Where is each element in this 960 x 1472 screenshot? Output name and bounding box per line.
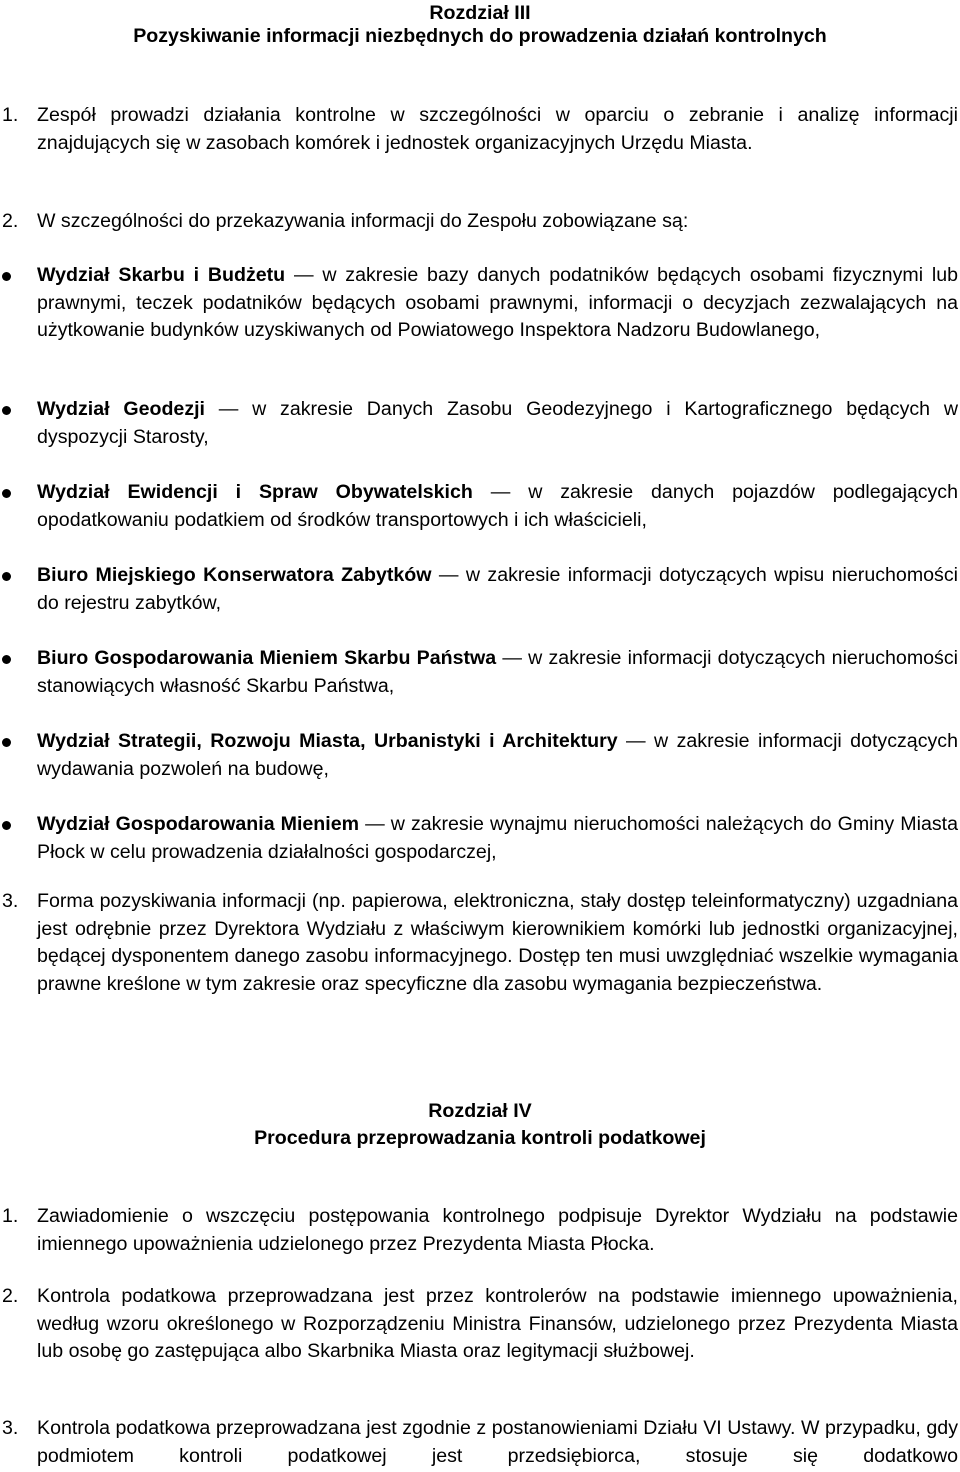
bullet-item bbox=[0, 728, 958, 783]
bullet-icon bbox=[2, 489, 11, 498]
chapter-4-title: Rozdział IV bbox=[428, 1100, 532, 1122]
unit-name: Wydział Gospodarowania Mieniem bbox=[37, 813, 360, 835]
chapter-4-point-1 bbox=[0, 1203, 958, 1258]
bullet-text: Wydział Strategii, Rozwoju Miasta, Urbanistyki i Architektury — w zakresie informacji dotyczących wydawania pozwoleń na budowę, bbox=[37, 730, 958, 780]
point-number: 1. bbox=[2, 104, 19, 126]
chapter-3-point-2 bbox=[0, 208, 958, 236]
unit-name: Wydział Strategii, Rozwoju Miasta, Urbanistyki i Architektury bbox=[37, 730, 618, 752]
chapter-3-subtitle: Pozyskiwanie informacji niezbędnych do prowadzenia działań kontrolnych bbox=[133, 25, 827, 47]
bullet-text: Biuro Miejskiego Konserwatora Zabytków — w zakresie informacji dotyczących wpisu nieruchomości do rejestru zabytków, bbox=[37, 564, 958, 614]
unit-scope: w zakresie Danych Zasobu Geodezyjnego i Kartograficznego będących w dyspozycji Starosty, bbox=[37, 398, 958, 448]
bullet-item bbox=[0, 645, 958, 700]
unit-name: Biuro Miejskiego Konserwatora Zabytków bbox=[37, 564, 432, 586]
unit-name: Biuro Gospodarowania Mieniem Skarbu Państwa bbox=[37, 647, 497, 669]
bullet-item bbox=[0, 262, 958, 345]
chapter-3-point-1 bbox=[0, 102, 958, 157]
point-text: Zawiadomienie o wszczęciu postępowania kontrolnego podpisuje Dyrektor Wydziału na podstawie imiennego upoważnienia udzielonego przez Prezydenta Miasta Płocka. bbox=[37, 1205, 958, 1255]
point-number: 1. bbox=[2, 1205, 19, 1227]
bullet-item bbox=[0, 811, 958, 866]
bullet-icon bbox=[2, 572, 11, 581]
bullet-text: Wydział Geodezji — w zakresie Danych Zasobu Geodezyjnego i Kartograficznego będących w dyspozycji Starosty, bbox=[37, 398, 958, 448]
bullet-icon bbox=[2, 272, 11, 281]
bullet-item bbox=[0, 396, 958, 451]
bullet-item bbox=[0, 562, 958, 617]
point-text: Zespół prowadzi działania kontrolne w szczególności w oparciu o zebranie i analizę informacji znajdujących się w zasobach komórek i jednostek organizacyjnych Urzędu Miasta. bbox=[37, 104, 958, 154]
point-text: W szczególności do przekazywania informacji do Zespołu zobowiązane są: bbox=[37, 210, 689, 232]
point-text: Forma pozyskiwania informacji (np. papierowa, elektroniczna, stały dostęp teleinformatyczny) uzgadniana jest odrębnie przez Dyrektora Wydziału z właściwym kierownikiem komórki lub jednostki organizacyjnej, będącej dysponentem danego zasobu informacyjnego. Dostęp ten musi uwzględniać wszelkie wymagania prawne kreślone w tym zakresie oraz specyficzne dla zasobu wymagania bezpieczeństwa. bbox=[37, 890, 958, 995]
bullet-text: Wydział Gospodarowania Mieniem — w zakresie wynajmu nieruchomości należących do Gminy Miasta Płock w celu prowadzenia działalności gospodarczej, bbox=[37, 813, 958, 863]
point-number: 2. bbox=[2, 210, 19, 232]
unit-scope: w zakresie danych pojazdów podlegających opodatkowaniu podatkiem od środków transportowych i ich właścicieli, bbox=[37, 481, 958, 531]
point-number: 3. bbox=[2, 1417, 19, 1439]
unit-scope: w zakresie wynajmu nieruchomości należących do Gminy Miasta Płock w celu prowadzenia działalności gospodarczej, bbox=[37, 813, 958, 863]
bullet-text: Wydział Ewidencji i Spraw Obywatelskich — w zakresie danych pojazdów podlegających opodatkowaniu podatkiem od środków transportowych i ich właścicieli, bbox=[37, 481, 958, 531]
bullet-text: Biuro Gospodarowania Mieniem Skarbu Państwa — w zakresie informacji dotyczących nieruchomości stanowiących własność Skarbu Państwa, bbox=[37, 647, 958, 697]
chapter-3-title: Rozdział III bbox=[429, 2, 531, 24]
unit-scope: w zakresie informacji dotyczących wydawania pozwoleń na budowę, bbox=[37, 730, 958, 780]
point-number: 3. bbox=[2, 890, 19, 912]
bullet-icon bbox=[2, 406, 11, 415]
chapter-4-point-3 bbox=[0, 1415, 958, 1470]
bullet-icon bbox=[2, 821, 11, 830]
bullet-icon bbox=[2, 655, 11, 664]
bullet-item bbox=[0, 479, 958, 534]
point-number: 2. bbox=[2, 1285, 19, 1307]
point-text: Kontrola podatkowa przeprowadzana jest zgodnie z postanowieniami Działu VI Ustawy. W przypadku, gdy podmiotem kontroli podatkowej jest przedsiębiorca, stosuje się dodatkowo bbox=[37, 1417, 958, 1467]
point-text: Kontrola podatkowa przeprowadzana jest przez kontrolerów na podstawie imiennego upoważnienia, według wzoru określonego w Rozporządzeniu Ministra Finansów, udzielonego przez Prezydenta Miasta lub osobę go zastępująca albo Skarbnika Miasta oraz legitymacji służbowej. bbox=[37, 1285, 958, 1362]
chapter-3-point-3 bbox=[0, 888, 958, 998]
unit-name: Wydział Skarbu i Budżetu bbox=[37, 264, 286, 286]
chapter-4-point-2 bbox=[0, 1283, 958, 1366]
unit-name: Wydział Geodezji bbox=[37, 398, 206, 420]
unit-scope: w zakresie bazy danych podatników będących osobami fizycznymi lub prawnymi, teczek podatników będących osobami prawnymi, informacji o decyzjach zezwalających na użytkowanie budynków uzyskiwanych od Powiatowego Inspektora Nadzoru Budowlanego, bbox=[37, 264, 958, 341]
bullet-text: Wydział Skarbu i Budżetu — w zakresie bazy danych podatników będących osobami fizycznymi lub prawnymi, teczek podatników będących osobami prawnymi, informacji o decyzjach zezwalających na użytkowanie budynków uzyskiwanych od Powiatowego Inspektora Nadzoru Budowlanego, bbox=[37, 264, 958, 341]
bullet-icon bbox=[2, 738, 11, 747]
unit-scope: w zakresie informacji dotyczących nieruchomości stanowiących własność Skarbu Państwa, bbox=[37, 647, 958, 697]
unit-scope: w zakresie informacji dotyczących wpisu nieruchomości do rejestru zabytków, bbox=[37, 564, 958, 614]
unit-name: Wydział Ewidencji i Spraw Obywatelskich bbox=[37, 481, 473, 503]
chapter-4-subtitle: Procedura przeprowadzania kontroli podatkowej bbox=[254, 1127, 706, 1149]
